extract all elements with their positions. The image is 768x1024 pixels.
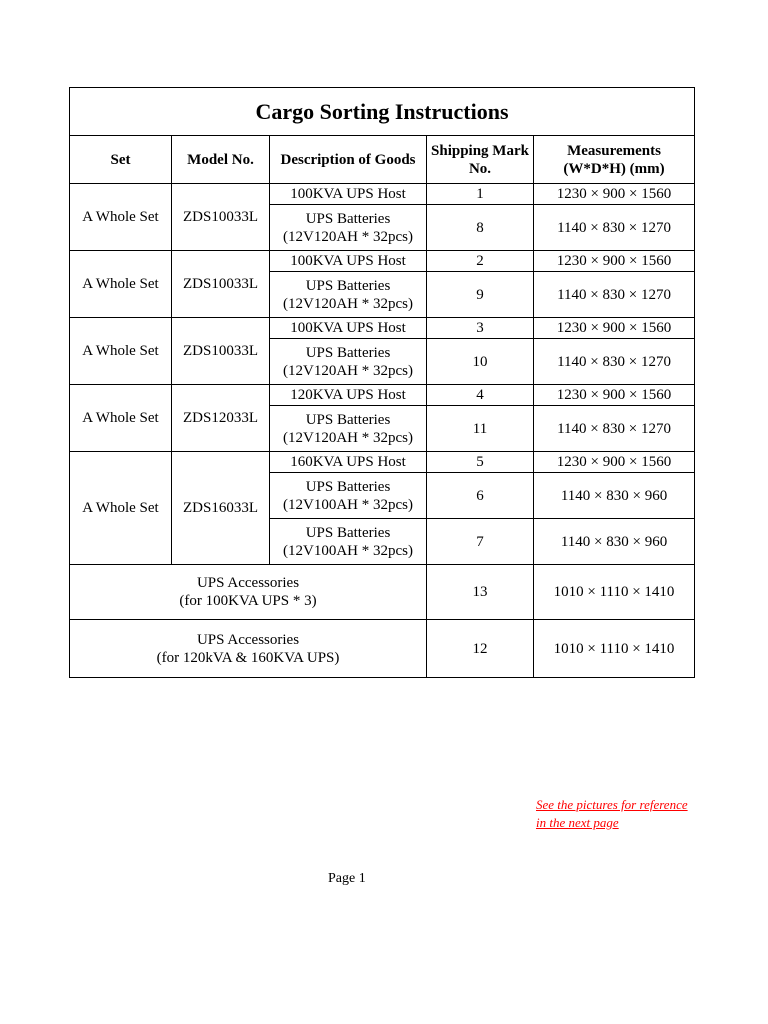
model-cell: ZDS10033L [172,318,270,385]
description-line2: (12V120AH * 32pcs) [283,362,413,379]
description-cell [270,406,427,452]
description-line1: 100KVA UPS Host [290,253,406,269]
description-line2: (12V120AH * 32pcs) [283,295,413,312]
shipping-mark-cell: 2 [427,251,534,272]
shipping-mark-cell: 3 [427,318,534,339]
description-line1: UPS Batteries [305,478,391,495]
description-line1: 160KVA UPS Host [290,454,406,470]
page-number: Page 1 [328,871,366,886]
measurements-cell: 1010 × 1110 × 1410 [534,565,695,620]
header-measurements-line1: Measurements [567,142,661,159]
description-line2: (12V120AH * 32pcs) [283,228,413,245]
measurements-cell: 1230 × 900 × 1560 [534,251,695,272]
table-row [70,452,695,473]
accessory-row [70,620,695,678]
description-line1: UPS Batteries [305,344,391,361]
measurements-cell: 1140 × 830 × 1270 [534,272,695,318]
set-cell: A Whole Set [70,452,172,565]
header-shipping-mark-line1: Shipping Mark [431,142,529,159]
shipping-mark-cell: 5 [427,452,534,473]
description-line1: 100KVA UPS Host [290,320,406,336]
measurements-cell: 1140 × 830 × 1270 [534,205,695,251]
measurements-cell: 1230 × 900 × 1560 [534,318,695,339]
measurements-cell: 1140 × 830 × 960 [534,519,695,565]
shipping-mark-cell: 11 [427,406,534,452]
header-model: Model No. [172,136,270,184]
measurements-cell: 1230 × 900 × 1560 [534,184,695,205]
set-cell: A Whole Set [70,318,172,385]
model-cell: ZDS10033L [172,184,270,251]
set-cell: A Whole Set [70,251,172,318]
description-line2: (12V100AH * 32pcs) [283,496,413,513]
cargo-table [69,87,695,678]
measurements-cell: 1140 × 830 × 1270 [534,406,695,452]
accessory-line2: (for 100KVA UPS * 3) [179,593,317,609]
header-shipping-mark [427,136,534,184]
measurements-cell: 1140 × 830 × 960 [534,473,695,519]
accessory-description-cell [70,565,427,620]
cargo-table-body [70,184,695,678]
description-line1: UPS Batteries [305,411,391,428]
description-cell [270,272,427,318]
accessory-line1: UPS Accessories [196,631,300,648]
shipping-mark-cell: 7 [427,519,534,565]
description-cell [270,452,427,473]
description-line1: UPS Batteries [305,210,391,227]
description-cell [270,339,427,385]
shipping-mark-cell: 4 [427,385,534,406]
shipping-mark-cell: 9 [427,272,534,318]
reference-note-link[interactable] [536,796,688,832]
header-row [70,136,695,184]
accessory-description-cell [70,620,427,678]
reference-note-line1: See the pictures for reference [536,797,688,812]
header-shipping-mark-line2: No. [468,160,492,177]
description-line1: 120KVA UPS Host [290,387,406,403]
description-line1: 100KVA UPS Host [290,186,406,202]
table-row [70,318,695,339]
header-description: Description of Goods [270,136,427,184]
description-cell [270,385,427,406]
description-line1: UPS Batteries [305,277,391,294]
shipping-mark-cell: 10 [427,339,534,385]
measurements-cell: 1230 × 900 × 1560 [534,385,695,406]
description-cell [270,473,427,519]
description-cell [270,184,427,205]
table-row [70,251,695,272]
accessory-line2: (for 120kVA & 160KVA UPS) [156,649,340,666]
reference-note-line2: in the next page [536,815,619,830]
model-cell: ZDS12033L [172,385,270,452]
shipping-mark-cell: 8 [427,205,534,251]
model-cell: ZDS16033L [172,452,270,565]
description-cell [270,205,427,251]
shipping-mark-cell: 12 [427,620,534,678]
accessory-row [70,565,695,620]
description-line1: UPS Batteries [305,524,391,541]
shipping-mark-cell: 1 [427,184,534,205]
table-row [70,184,695,205]
description-cell [270,251,427,272]
measurements-cell: 1010 × 1110 × 1410 [534,620,695,678]
description-cell [270,318,427,339]
measurements-cell: 1230 × 900 × 1560 [534,452,695,473]
accessory-line1: UPS Accessories [196,575,300,591]
description-line2: (12V120AH * 32pcs) [283,429,413,446]
set-cell: A Whole Set [70,385,172,452]
header-measurements [534,136,695,184]
header-measurements-line2: (W*D*H) (mm) [563,160,665,177]
header-set: Set [70,136,172,184]
shipping-mark-cell: 13 [427,565,534,620]
shipping-mark-cell: 6 [427,473,534,519]
measurements-cell: 1140 × 830 × 1270 [534,339,695,385]
description-line2: (12V100AH * 32pcs) [283,542,413,559]
description-cell [270,519,427,565]
set-cell: A Whole Set [70,184,172,251]
page-title: Cargo Sorting Instructions [70,88,695,136]
table-row [70,385,695,406]
model-cell: ZDS10033L [172,251,270,318]
